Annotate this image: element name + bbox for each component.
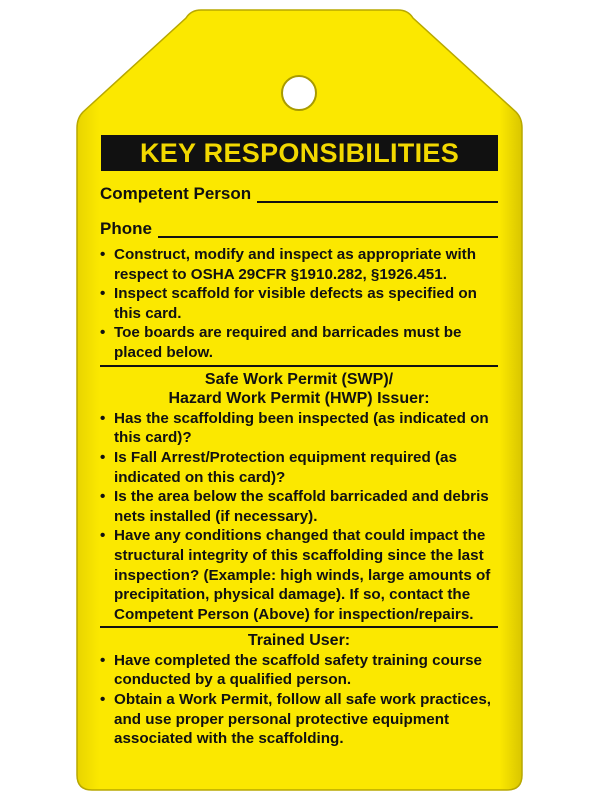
bullet: •	[100, 527, 106, 545]
list-item: • Has the scaffolding been inspected (as indicated on this card)?	[100, 409, 489, 447]
tag-content	[97, 135, 501, 749]
list-item: • Inspect scaffold for visible defects as specified on this card.	[100, 285, 477, 322]
issuer-checklist	[97, 409, 501, 625]
divider	[100, 365, 498, 367]
list-item: • Toe boards are required and barricades must be placed below.	[100, 324, 462, 361]
competent-person-label: Competent Person	[100, 184, 252, 203]
list-item: • Have any conditions changed that could impact the structural integrity of this scaffolding since the last inspection? (Example: high winds, large amounts of precipitation, physical damage). If so, contact the Competent Person (Above) for inspection/repairs.	[100, 527, 491, 623]
list-item: • Obtain a Work Permit, follow all safe work practices, and use proper personal protective equipment associated with the scaffolding.	[100, 691, 491, 748]
trained-user-duties	[97, 651, 501, 749]
divider	[100, 626, 498, 628]
bullet: •	[100, 285, 106, 303]
competent-person-duties	[97, 245, 501, 363]
swp-heading-line1: Safe Work Permit (SWP)/	[204, 370, 394, 388]
phone-field	[100, 217, 498, 239]
phone-label: Phone	[100, 219, 152, 238]
bullet: •	[100, 651, 106, 669]
list-item: • Have completed the scaffold safety training course conducted by a qualified person.	[100, 651, 482, 689]
phone-line	[158, 221, 498, 238]
title-banner: KEY RESPONSIBILITIES	[101, 135, 498, 171]
bullet: •	[100, 324, 106, 342]
swp-heading	[97, 370, 501, 409]
bullet: •	[100, 448, 106, 466]
bullet: •	[100, 691, 106, 709]
hole-grommet	[282, 76, 316, 110]
list-item: • Construct, modify and inspect as appropriate with respect to OSHA 29CFR §1910.282, §1926.451.	[100, 246, 477, 283]
trained-user-heading: Trained User:	[247, 632, 351, 650]
bullet: •	[100, 409, 106, 427]
swp-heading-line2: Hazard Work Permit (HWP) Issuer:	[168, 390, 430, 408]
competent-person-field	[100, 182, 498, 204]
list-item: • Is the area below the scaffold barricaded and debris nets installed (if necessary).	[100, 488, 489, 525]
bullet: •	[100, 246, 106, 263]
competent-person-line	[257, 186, 498, 203]
list-item: • Is Fall Arrest/Protection equipment required (as indicated on this card)?	[100, 448, 457, 486]
bullet: •	[100, 488, 106, 506]
